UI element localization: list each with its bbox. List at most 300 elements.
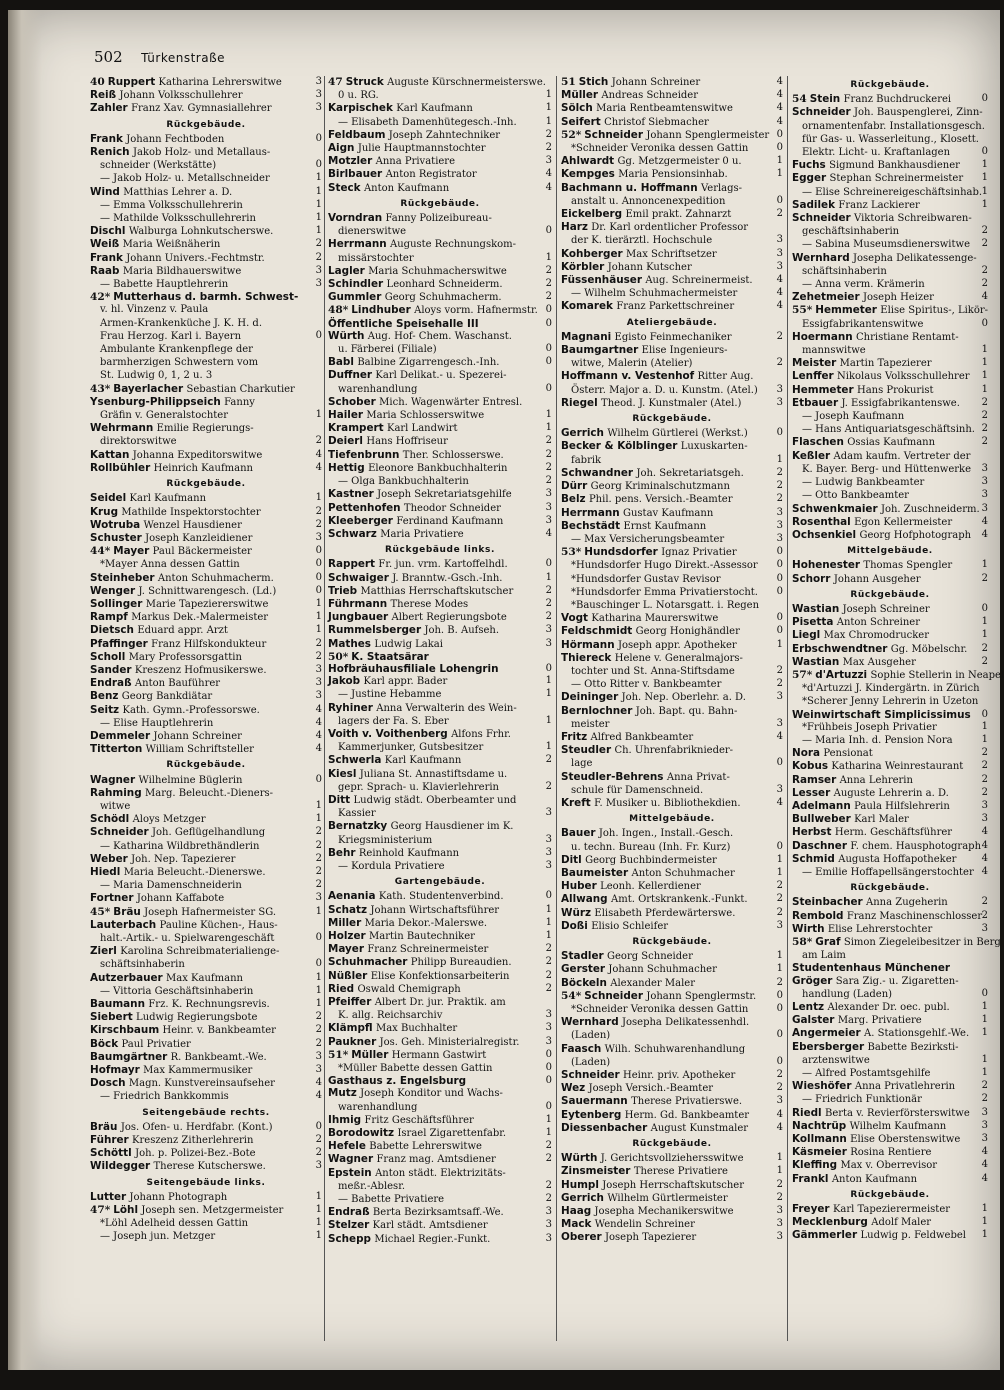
resident-entry	[561, 920, 783, 933]
resident-entry	[561, 287, 783, 300]
resident-description: Anton Schuhmacherm.	[157, 572, 274, 584]
floor-number: 0	[981, 93, 988, 105]
resident-entry	[328, 116, 552, 129]
resident-description: Rosina Rentiere	[850, 1147, 932, 1159]
resident-entry	[561, 1192, 783, 1205]
entry-continuation: *Schneider Veronika dessen Gattin	[571, 143, 749, 155]
floor-number: 3	[981, 813, 988, 825]
resident-entry	[90, 787, 322, 800]
resident-description: Maria Weißnäherin	[122, 239, 221, 251]
entry-continuation: mannswitwe	[802, 345, 866, 357]
entry-continuation: tochter und St. Anna-Stiftsdame	[571, 665, 735, 677]
resident-name: Böckeln	[561, 976, 607, 989]
household-member: — Kordula Privatiere	[338, 860, 445, 872]
resident-entry	[561, 234, 783, 247]
resident-description: Johann Spenglermeister	[646, 129, 770, 141]
floor-number: 3	[545, 488, 552, 500]
resident-description: Ludwig Regierungsbote	[136, 1012, 258, 1024]
entry-continuation: Kriegsministerium	[338, 834, 433, 846]
floor-number: 0	[981, 317, 988, 329]
resident-entry	[328, 76, 552, 89]
resident-entry	[792, 331, 988, 344]
floor-number: 3	[315, 1064, 322, 1076]
floor-number: 0	[315, 329, 322, 341]
resident-description: Maria Rentbeamtenswitwe	[596, 103, 733, 115]
floor-number: 1	[315, 212, 322, 224]
entry-continuation: Frau Herzog. Karl i. Bayern	[100, 330, 242, 342]
resident-entry	[328, 651, 552, 663]
floor-number: 2	[776, 330, 783, 342]
floor-number: 2	[315, 1011, 322, 1023]
floor-number: 2	[545, 982, 552, 994]
resident-name: Wirth	[792, 922, 825, 935]
resident-description: Georg Hofphotograph	[859, 529, 972, 541]
resident-entry	[792, 489, 988, 502]
floor-number: 3	[776, 717, 783, 729]
resident-entry	[328, 318, 552, 330]
floor-number: 2	[315, 518, 322, 530]
house-number: 53*	[561, 546, 582, 559]
resident-entry	[328, 528, 552, 541]
resident-entry	[792, 813, 988, 826]
floor-number: 4	[315, 743, 322, 755]
resident-entry	[90, 704, 322, 717]
resident-entry	[561, 573, 783, 586]
resident-name: Führmann	[328, 597, 388, 610]
resident-description: Joh. Ingen., Install.-Gesch.	[598, 828, 734, 840]
resident-entry	[792, 949, 988, 962]
floor-number: 2	[981, 238, 988, 250]
resident-description: Marg. Privatiere	[837, 1015, 922, 1027]
floor-number: 3	[981, 1119, 988, 1131]
floor-number: 2	[315, 238, 322, 250]
resident-name: Herrmann	[561, 506, 620, 519]
resident-entry	[792, 975, 988, 988]
resident-name: Mutz	[328, 1087, 357, 1100]
resident-entry	[561, 384, 783, 397]
floor-number: 3	[545, 1009, 552, 1021]
resident-entry	[561, 142, 783, 155]
floor-number: 2	[981, 786, 988, 798]
resident-description: Josepha Delikatessenge-	[853, 252, 977, 264]
floor-number: 3	[545, 859, 552, 871]
resident-entry	[792, 106, 988, 119]
floor-number: 3	[776, 919, 783, 931]
resident-entry	[328, 422, 552, 435]
resident-entry	[328, 558, 552, 571]
resident-description: Elise Ingenieurs-	[641, 345, 728, 357]
resident-description: Ther. Schlosserswe.	[402, 449, 504, 461]
resident-name: Hoermann	[792, 330, 853, 343]
resident-description: Maria Schlosserswitwe	[366, 410, 485, 422]
resident-entry	[561, 261, 783, 274]
floor-number: 2	[776, 1069, 783, 1081]
floor-number: 2	[545, 1179, 552, 1191]
resident-entry	[561, 331, 783, 344]
resident-description: Therese Privatiere	[633, 1166, 728, 1178]
resident-entry	[90, 892, 322, 905]
resident-name: Gummler	[328, 291, 382, 304]
floor-number: 1	[981, 1229, 988, 1241]
floor-number: 1	[776, 1152, 783, 1164]
resident-entry	[792, 1014, 988, 1027]
resident-description: Oswald Chemigraph	[357, 983, 461, 995]
resident-description: Maria Pensionsinhab.	[618, 169, 728, 181]
floor-number: 1	[776, 853, 783, 865]
floor-number: 2	[776, 466, 783, 478]
house-number: 55*	[792, 304, 813, 317]
entry-continuation: warenhandlung	[338, 383, 418, 395]
entry-continuation: halt.-Artik.- u. Spielwarengeschäft	[100, 933, 275, 944]
floor-number: 3	[981, 476, 988, 488]
household-member: — Mathilde Volksschullehrerin	[100, 213, 256, 225]
resident-entry	[90, 396, 322, 409]
resident-name: Epstein	[328, 1166, 372, 1179]
floor-number: 3	[776, 383, 783, 395]
resident-description: F. Musiker u. Bibliothekdien.	[594, 797, 741, 809]
resident-description: Ignaz Privatier	[661, 547, 737, 559]
resident-description: Joh. B. Aufseh.	[424, 625, 500, 637]
resident-entry	[328, 182, 552, 195]
floor-number: 1	[315, 225, 322, 237]
resident-name: Steudler-Behrens	[561, 770, 664, 783]
resident-description: Ludwig Lakai	[374, 638, 443, 650]
resident-description: Anton Kaufmann	[831, 1173, 918, 1185]
floor-number: 1	[545, 102, 552, 114]
floor-number: 2	[545, 1140, 552, 1152]
resident-name: Stelzer	[328, 1219, 370, 1232]
resident-description: Kath. Gymn.-Professorswe.	[122, 704, 260, 716]
resident-description: Karl städt. Amtsdiener	[372, 1220, 488, 1232]
entry-continuation: lagers der Fa. S. Eber	[338, 715, 449, 727]
section-heading: Rückgebäude.	[632, 937, 712, 947]
floor-number: 2	[776, 880, 783, 892]
resident-description: Israel Zigarettenfabr.	[397, 1128, 507, 1140]
entry-continuation: St. Ludwig 0, 1, 2 u. 3	[100, 370, 213, 382]
resident-entry	[90, 1077, 322, 1090]
resident-description: Christiane Rentamt-	[856, 331, 959, 343]
resident-description: Elise Spiritus-, Likör-	[880, 305, 989, 317]
resident-description: Anna Privatlehrerin	[854, 1081, 956, 1093]
floor-number: 1	[776, 963, 783, 975]
resident-name: Gerrich	[561, 427, 604, 440]
resident-description: Wilhelm Kaufmann	[849, 1120, 947, 1132]
resident-entry	[90, 800, 322, 813]
floor-number: 0	[315, 558, 322, 570]
floor-number: 4	[776, 115, 783, 127]
floor-number: 2	[776, 678, 783, 690]
resident-description: Berta Bezirksamtsaff.-We.	[372, 1207, 504, 1219]
resident-description: Ossias Kaufmann	[847, 437, 936, 449]
column-rule	[787, 76, 788, 1341]
resident-name: Wernhard	[561, 1016, 619, 1029]
resident-description: Simon Ziegeleibesitzer in Berg	[843, 937, 1001, 948]
resident-name: Gröger	[792, 974, 833, 987]
floor-number: 2	[545, 956, 552, 968]
resident-entry	[792, 988, 988, 1001]
resident-entry	[561, 221, 783, 234]
resident-name: Schepp	[328, 1232, 371, 1245]
resident-name: Hoffmann v. Vestenhof	[561, 370, 695, 383]
resident-description: Karolina Schreibmaterialienge-	[120, 946, 280, 958]
resident-entry	[328, 1127, 552, 1140]
resident-entry	[328, 890, 552, 903]
entry-continuation: missärstochter	[338, 252, 414, 264]
resident-name: Komarek	[561, 300, 613, 313]
resident-entry	[561, 1165, 783, 1178]
floor-number: 1	[981, 1053, 988, 1065]
resident-entry	[328, 638, 552, 651]
resident-name: Pfeiffer	[328, 996, 372, 1009]
resident-name: Kreft	[561, 796, 591, 809]
resident-description: Frz. K. Rechnungsrevis.	[148, 999, 270, 1011]
resident-name: Klämpfl	[328, 1022, 373, 1035]
resident-name: Hemmeter	[815, 304, 877, 317]
entry-continuation: Österr. Major a. D. u. Kunstm. (Atel.)	[571, 384, 758, 396]
resident-description: Juliana St. Annastiftsdame u.	[359, 768, 508, 780]
floor-number: 1	[545, 115, 552, 127]
entry-continuation: meister	[571, 718, 610, 730]
resident-description: Elise Konfektionsarbeiterin	[370, 970, 510, 982]
resident-name: Autzerbauer	[90, 971, 163, 984]
resident-entry	[90, 677, 322, 690]
resident-description: Alexander Dr. oec. publ.	[827, 1002, 950, 1014]
entry-continuation: am Laim	[802, 950, 846, 962]
resident-description: Ritter Aug.	[697, 371, 754, 383]
resident-description: Anna Zugeherin	[866, 897, 948, 909]
resident-description: Johann Ausgeher	[833, 573, 921, 585]
floor-number: 4	[315, 703, 322, 715]
floor-number: 2	[545, 291, 552, 303]
resident-entry	[561, 1082, 783, 1095]
floor-number: 1	[315, 1230, 322, 1242]
section-heading: Rückgebäude.	[850, 883, 930, 894]
resident-description: Luxuskarten-	[680, 441, 748, 453]
resident-description: Georg Hausdiener im K.	[390, 821, 514, 833]
resident-name: Ruppert	[107, 76, 156, 88]
floor-number: 3	[315, 663, 322, 675]
resident-description: Heinrich Kaufmann	[153, 462, 253, 474]
resident-entry	[328, 1114, 552, 1127]
floor-number: 2	[315, 839, 322, 851]
floor-number: 4	[776, 274, 783, 286]
resident-entry	[792, 1120, 988, 1133]
resident-description: Johann Fechtboden	[126, 133, 225, 145]
floor-number: 1	[315, 172, 322, 184]
resident-name: Bayerlacher	[113, 382, 184, 395]
resident-name: Pettenhofen	[328, 501, 401, 514]
resident-name: Voith v. Voithenberg	[328, 727, 448, 740]
resident-entry	[90, 826, 322, 839]
floor-number: 3	[545, 807, 552, 819]
resident-entry	[90, 1090, 322, 1103]
floor-number: 4	[981, 1172, 988, 1184]
entry-continuation: Kammerjunker, Gutsbesitzer	[338, 742, 484, 754]
resident-entry	[328, 1140, 552, 1153]
resident-name: Schuster	[90, 531, 142, 544]
resident-entry	[328, 265, 552, 278]
entry-continuation: *Mayer Anna dessen Gattin	[100, 559, 240, 571]
section-heading: Rückgebäude.	[400, 198, 480, 209]
entry-continuation: schule für Damenschneid.	[571, 784, 704, 796]
resident-entry	[792, 840, 988, 853]
floor-number: 0	[545, 1075, 552, 1087]
floor-number: 2	[315, 1147, 322, 1159]
floor-number: 3	[315, 264, 322, 276]
resident-name: Wernhard	[792, 251, 850, 264]
resident-entry	[561, 1043, 783, 1056]
resident-name: Wez	[561, 1082, 586, 1095]
resident-name: Belz	[561, 493, 586, 506]
floor-number: 1	[981, 1027, 988, 1039]
entry-continuation: direktorswitwe	[100, 436, 177, 448]
resident-name: Nachtrüp	[792, 1119, 847, 1132]
resident-entry	[792, 559, 988, 572]
resident-entry	[328, 930, 552, 943]
resident-name: Steinbacher	[792, 896, 863, 909]
resident-entry	[90, 743, 322, 756]
resident-description: Anton Schuhmacher	[631, 867, 735, 879]
resident-entry	[561, 155, 783, 168]
floor-number: 2	[981, 896, 988, 908]
floor-number: 1	[981, 198, 988, 210]
resident-name: Schwenkmaier	[792, 502, 878, 515]
entry-continuation: witwe	[100, 800, 131, 812]
resident-name: Paukner	[328, 1035, 377, 1048]
resident-description: Joh. Nep. Oberlehr. a. D.	[621, 692, 746, 704]
resident-entry	[561, 586, 783, 599]
resident-entry	[90, 532, 322, 545]
resident-description: Sigmund Bankhausdiener	[829, 160, 960, 172]
floor-number: 2	[981, 572, 988, 584]
resident-entry	[792, 643, 988, 656]
resident-description: Joseph Sekretariatsgehilfe	[377, 489, 512, 501]
resident-description: Karl Kaufmann	[129, 493, 207, 505]
resident-entry	[792, 800, 988, 813]
resident-description: Johann Schreiner	[153, 730, 242, 742]
resident-description: Joseph sen. Metzgermeister	[141, 1205, 284, 1217]
resident-entry	[90, 89, 322, 102]
resident-entry	[792, 1203, 988, 1216]
resident-name: Wotruba	[90, 518, 141, 531]
resident-entry	[328, 663, 552, 675]
resident-description: Dr. Karl ordentlicher Professor	[591, 222, 749, 234]
resident-entry	[328, 225, 552, 238]
resident-name: Schödl	[90, 813, 130, 826]
resident-entry	[328, 754, 552, 767]
resident-name: Hemmeter	[792, 383, 854, 396]
resident-entry	[561, 678, 783, 691]
resident-entry	[561, 1029, 783, 1042]
resident-description: Maria Privatiere	[380, 528, 464, 540]
resident-name: Humpl	[561, 1178, 599, 1191]
resident-name: Dischl	[90, 225, 126, 238]
floor-number: 1	[981, 370, 988, 382]
resident-entry	[90, 343, 322, 356]
resident-entry	[328, 1167, 552, 1180]
resident-description: Johann Kaffabote	[136, 893, 225, 905]
entry-continuation: Essigfabrikantenswitwe	[802, 318, 924, 330]
resident-name: Schwandner	[561, 466, 634, 479]
resident-entry	[90, 1024, 322, 1037]
resident-name: Schöttl	[90, 1147, 132, 1160]
floor-number: 0	[545, 343, 552, 355]
resident-name: Endraß	[328, 1206, 370, 1219]
resident-name: Seitz	[90, 703, 120, 716]
floor-number: 2	[545, 435, 552, 447]
resident-description: Sebastian Charkutier	[186, 383, 295, 395]
resident-name: Weiß	[90, 238, 120, 251]
household-member: — Wilhelm Schuhmachermeister	[571, 288, 738, 300]
resident-entry	[328, 715, 552, 728]
floor-number: 2	[315, 826, 322, 838]
floor-number: 4	[315, 448, 322, 460]
resident-description: Andreas Schneider	[601, 90, 699, 102]
resident-description: Josepha Mechanikerswitwe	[594, 1206, 734, 1218]
resident-entry	[90, 853, 322, 866]
floor-number: 1	[776, 950, 783, 962]
floor-number: 1	[545, 930, 552, 941]
resident-name: Rosenthal	[792, 515, 851, 528]
resident-name: Aign	[328, 142, 355, 155]
resident-name: Kempges	[561, 168, 615, 181]
resident-name: Lagler	[328, 264, 365, 277]
resident-entry	[90, 449, 322, 462]
resident-description: Gg. Möbelschr.	[890, 643, 968, 655]
entry-continuation: schäftsinhaberin	[100, 959, 185, 971]
floor-number: 2	[545, 278, 552, 290]
resident-name: Benz	[90, 690, 119, 703]
resident-description: Emilie Regierungs-	[156, 423, 254, 435]
resident-description: Egisto Feinmechaniker	[614, 331, 732, 343]
floor-number: 2	[981, 423, 988, 435]
floor-number: 2	[315, 1134, 322, 1146]
resident-description: Elisio Schleifer	[591, 920, 669, 932]
floor-number: 0	[776, 840, 783, 852]
resident-entry	[561, 182, 783, 195]
resident-entry	[328, 1009, 552, 1022]
entry-continuation: u. Färberei (Filiale)	[338, 344, 437, 356]
resident-description: Paula Hilfslehrerin	[854, 800, 950, 812]
resident-entry	[328, 278, 552, 291]
floor-number: 1	[981, 1014, 988, 1026]
resident-entry	[792, 1080, 988, 1093]
resident-entry	[90, 1160, 322, 1173]
resident-entry	[561, 1205, 783, 1218]
entry-continuation: warenhandlung	[338, 1101, 418, 1113]
floor-number: 0	[981, 708, 988, 720]
resident-entry	[792, 423, 988, 436]
floor-number: 1	[981, 1067, 988, 1079]
resident-description: Karl Kaufmann	[396, 103, 473, 115]
house-number: 57*	[792, 668, 813, 681]
resident-name: Mutterhaus d. barmh. Schwest-	[113, 291, 299, 304]
resident-description: Johann Volksschullehrer	[119, 90, 243, 102]
resident-description: Anton Kaufmann	[363, 182, 450, 194]
resident-entry	[561, 797, 783, 810]
resident-entry	[328, 129, 552, 142]
house-number: 43*	[90, 382, 111, 395]
resident-name: Duffner	[328, 369, 373, 382]
resident-name: Kobus	[792, 760, 829, 773]
resident-description: J. Essigfabrikantenswe.	[841, 397, 960, 409]
resident-description: Stephan Schreinermeister	[829, 173, 964, 185]
floor-number: 2	[545, 597, 552, 609]
household-member: — Friedrich Funktionär	[802, 1094, 922, 1106]
resident-description: Amt. Ortskrankenk.-Funkt.	[611, 894, 748, 906]
resident-name: Wagner	[90, 773, 136, 786]
resident-entry	[561, 546, 783, 559]
